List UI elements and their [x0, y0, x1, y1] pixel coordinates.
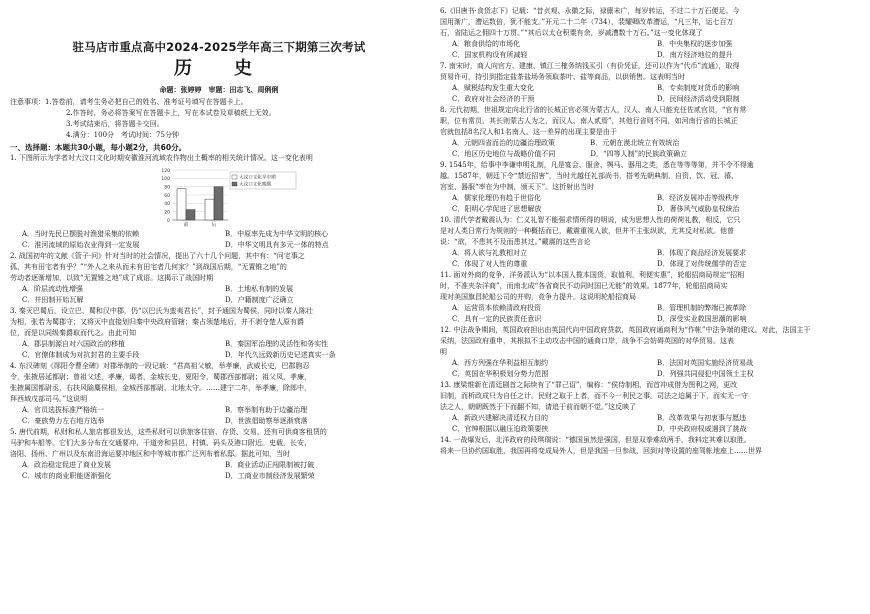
bar [205, 199, 214, 220]
option-row [10, 460, 428, 471]
question-stem-line: 洛阳、扬州、广州以及东南沿海运要冲地区和中等城市都广泛列布着私邸。据此可知，当时 [10, 450, 290, 458]
left-column [10, 6, 428, 482]
section-heading: 一、选择题：本题共30小题，每小题2分，共60分。 [10, 143, 187, 152]
question [440, 6, 862, 61]
option-row [440, 204, 862, 215]
answer-option: D．工商业市制经济发展繁荣 [225, 472, 315, 480]
question [440, 160, 862, 215]
question-stem-line: 采纳，法国政府重申，其根拟不主动攻击中国的通商口岸，战争不会妨碍英国的对华贸易。这表 [440, 337, 734, 345]
chart-container [10, 166, 428, 228]
question [440, 270, 862, 325]
answer-option: C．国家机构设有所减轻 [452, 51, 528, 59]
answer-option: C．政府对社会经济的干预 [452, 95, 535, 103]
legend-swatch [232, 175, 237, 179]
question-list-left [10, 153, 428, 482]
question-stem-line: 8. 元代初期，世祖规定向北行省的长城正官必须为蒙古人，汉人、南人只能充任佐贰官员，“官有常 [440, 106, 747, 114]
question-stem-line: 7. 南宋时，商人向官方、建康、镇江三榷务纳钱买引（有价凭证，还可以作为“代币”流通），取得 [440, 62, 740, 70]
question-stem-line: 10. 清代学者戴震认为：仁义礼智不能强求情所得的明说，成为思想人性的荷荷礼教，相反，它只 [440, 216, 741, 224]
answer-option: B．中原率先成为中华文明的核心 [225, 230, 329, 238]
option-row [10, 229, 428, 240]
question-stem-line: 12. 中法战争期间，英国政府担出由英国代向中国政府贷款，英国政府通商利为“作帐”中法争端的建议。对此，法国主干 [440, 326, 811, 334]
answer-option: A．官员选拔标准严格统一 [22, 406, 105, 414]
answer-option: B．管理机制的弊端已被革除 [657, 304, 747, 312]
exam-title: 驻马店市重点高中2024-2025学年高三下期第三次考试 [72, 40, 366, 54]
answer-option: B．商业活动正闯限制被打破 [225, 461, 315, 469]
legend-label: 大汶口文化早中期 [239, 175, 276, 181]
answer-option: A．元朝四省而治的边疆治理政策 B．元朝在漠北统立有效统治 [452, 139, 680, 147]
answer-option: C．体现了对人性的尊重 [452, 260, 528, 268]
bar [214, 187, 223, 220]
answer-option: B．中央集权的逐步加强 [657, 40, 733, 48]
question [440, 325, 862, 380]
option-row [440, 193, 862, 204]
answer-option: B．秦国军治理的灵活性和务实性 [225, 340, 329, 348]
question-stem-line: 现对美国旗昌轮船公司的并购，竞争力提升。这说明轮船招商局 [440, 293, 636, 301]
question-stem-line: 明 [440, 348, 447, 356]
answer-option: C．井田制开始瓦解 [22, 296, 84, 304]
answer-option: C．官僚体制成为对抗封君的主要手段 [22, 351, 140, 359]
question [10, 153, 428, 251]
option-row [440, 303, 862, 314]
legend-label: 大汶口文化晚期 [239, 182, 272, 188]
question-stem-line: 14. 一战爆发后，北洋政府的段琪瑞说：“德国虽然是强国，但是双拳难敌两手，我料定其难以取胜。 [440, 436, 751, 444]
question [10, 306, 428, 361]
y-tick-label: 40 [164, 202, 170, 208]
option-row [440, 424, 862, 435]
right-column [440, 6, 862, 457]
question-list-right [440, 6, 862, 457]
option-row [440, 248, 862, 259]
y-tick-label: 60 [164, 193, 170, 199]
answer-option: C．英国在华积极划分势力范围 [452, 370, 549, 378]
option-row [10, 284, 428, 295]
answer-option: D．户籍制度广泛确立 [225, 296, 294, 304]
question-stem-line: 3. 秦灭巴蜀后，设立巴、蜀和汉中郡，仍“以巴氏为蛮夷君长”，封予通国为蜀侯，同时以秦人陈壮 [10, 307, 314, 315]
notice-line: 注意事项：1.答卷前，请考生务必把自己的姓名、准考证号填写在答题卡上。 [10, 98, 248, 106]
question [10, 251, 428, 306]
question-stem-line: 2. 战国初年的文献《管子·问》针对当时的社会情况，提出了六十几个问题，其中有：“问宅事之 [10, 252, 305, 260]
answer-option: C．城市的商业职能逐渐强化 [22, 472, 112, 480]
x-tick-label: 后 [211, 222, 217, 228]
question-stem-line: 4. 东汉碑刻《郧阳令曹全碑》对郡举制的一段记载：“君高祖父敏，举孝廉，武威长史，巴郡朐忍 [10, 362, 310, 370]
answer-option: C．地区历史地位与战略价值不同 D．“四等人制”的民族政策确立 [452, 150, 688, 158]
answer-option: D．体现了对传统儒学的否定 [657, 260, 747, 268]
question-stem-line: 越。1587年，朝廷下令“禁近招害”，当时尤越任礼部尚书，搭考先朝典制，自资、饮、冠、禧、 [440, 172, 738, 180]
bar [177, 189, 186, 220]
answer-option: A．新政兴建解决清廷权力目的 [452, 414, 549, 422]
question-stem-line: 孤，其有田宅者有乎？”“外人之来从而未有田宅者几何家？”到战国后期，“无置锥之地”的 [10, 263, 287, 271]
bar [186, 210, 195, 220]
answer-option: C．阳明心学促进了思想解放 [452, 205, 542, 213]
option-row [10, 295, 428, 306]
answer-option: A．政治稳定促进了商业发展 [22, 461, 112, 469]
answer-option: D．年代久远致新历史记述真实一条 [225, 351, 336, 359]
question-stem-line: 职，位有常员，其长则蒙古人为之，而汉人、南人贰焉”，其他行省则不同，如河南行省的长城正 [440, 117, 738, 125]
notice-block [10, 97, 428, 141]
answer-option: A．当时先民已摆脱对渔猎采集的依赖 [22, 230, 140, 238]
question-stem-line: 张掖属国都尉丞，右扶风隃麋侯相，金城西部都尉，北地太守。……建宁二年，举孝廉，除郎中， [10, 384, 311, 392]
option-row [10, 240, 428, 251]
answer-option: B．察举制有助于边疆治理 [225, 406, 308, 414]
answer-option: A．粮食供给的市场化 [452, 40, 521, 48]
question-stem-line: 令，张掖居延都尉；曾祖父述，孝廉，谒者，金城长史，夏阳令，蜀郡西部都尉；祖父凤，孝廉， [10, 373, 311, 381]
question-stem-line: 5. 唐代前期，私财和私人旅店都很发达，这些私财可以供旅客住宿、存货、交易，还有可供商客租赁的 [10, 428, 327, 436]
bar-chart [156, 166, 308, 228]
question-stem-line: 拜西域戊部司马。”这说明 [10, 395, 88, 403]
answer-option: B．改革效果与初衷事与愿违 [657, 414, 747, 422]
legend-swatch [232, 182, 237, 186]
question-stem-line: 官就包括8名汉人和1名南人。这一差异的出现主要是由于 [440, 128, 617, 136]
answer-option: A．郡县制源自对六国政治的移植 [22, 340, 126, 348]
option-row [440, 369, 862, 380]
answer-option: A．儒家伦理仍有趋于世俗化 [452, 194, 542, 202]
question-stem-line: 说：“欲，不患其不及而患其过。”戴震的这些言论 [440, 238, 591, 246]
option-row [440, 50, 862, 61]
notice-line: 2.作答时，务必将答案写在答题卡上，写在本试卷及草稿纸上无效。 [66, 109, 276, 117]
answer-option: C．具有一定的民族责任意识 [452, 315, 542, 323]
question-stem-line: 贸易许可，持引到指定盐茶盐场务领取茶叶、盐等商品，以供销售。这表明当时 [440, 73, 685, 81]
option-row [440, 94, 862, 105]
y-tick-label: 100 [161, 177, 170, 183]
question [440, 105, 862, 160]
notice-line: 3.考试结束后，将答题卡交回。 [66, 120, 164, 128]
question-stem-line: 马驴和车船等。它们大多分布在交通要冲、干道旁和县邑、村镇、码头及港口附近。史载，长安、 [10, 439, 311, 447]
question-stem-line: 9. 1545年，给事中李谦申明礼制，凡是宴会、服舍、舆马、器用之类，悉在等等等第，并不令不得逾 [440, 161, 754, 169]
question [440, 380, 862, 435]
question-stem-line: 位，而是以同级秦爵取而代之。由此可知 [10, 329, 136, 337]
subject-heading: 历 史 [174, 58, 264, 79]
option-row [440, 259, 862, 270]
answer-option: B．经济发展冲击等级秩序 [657, 194, 740, 202]
question-stem-line: 将来一旦协约国取胜，我国再将变成局外人，但是我国一旦参战，回到对等设置的座驾帐地座上……世界 [440, 447, 762, 455]
answer-option: A．西方列强在华利益相互制约 [452, 359, 549, 367]
question-stem-line: 13. 康梁维新在清廷剧首之际续有了“罪己诏”，编称：“侯侍制相，而首冲成借为图利之网，更改 [440, 381, 738, 389]
question-stem-line: 旧制，而析政成只为自任之计。民财之取于上者，而不今一利民之事。司法之迫属于下，而实无一守 [440, 392, 748, 400]
answer-option: C．官绅根据以融压迫政策要挟 [452, 425, 549, 433]
question-stem-line: 劳动者逐渐增加，以致“无置锥之地”成了成语。这揭示了战国时期 [10, 274, 214, 282]
option-row [10, 416, 428, 427]
question-stem-line: 时，不准夹杂洋商”，而南北成“各省商民不动同时国已无能”的效果。1877年，轮船招商局实 [440, 282, 728, 290]
question-stem-line: 11. 面对外商的竞争，洋务派认为“以本国人揽本国货，取值利，利便实惠”，轮船招商局规定“招相 [440, 271, 745, 279]
answer-option: D．深受实业救国思潮的影响 [657, 315, 747, 323]
author-line: 命题：张婷婷 审题：田志飞、周俐俐 [159, 85, 279, 94]
answer-option: D．列强共同侵犯中国领土主权 [657, 370, 754, 378]
answer-option: B．专卖制度对货币的影响 [657, 84, 740, 92]
answer-option: B．体现了商品经济发展要求 [657, 249, 747, 257]
question [10, 361, 428, 427]
answer-option: D．中央政府权威遇到了挑战 [657, 425, 747, 433]
y-tick-label: 0 [167, 218, 170, 224]
answer-option: D．南方经济地位的提升 [657, 51, 733, 59]
question-stem-line: 法之人，朝朝既然于下而翻不知，请追于前而朝不觉。”这反映了 [440, 403, 637, 411]
question [10, 427, 428, 482]
question [440, 435, 862, 457]
answer-option: B．法国对英国实施经济贸易战 [657, 359, 754, 367]
question-stem-line: 宫室、器服“率在为中制，颁天下”。这折射出当时 [440, 183, 595, 191]
answer-option: D．世族倡助察举逐渐衰落 [225, 417, 308, 425]
answer-option: A．运营资本依赖清政府投资 [452, 304, 542, 312]
answer-option: A．阶层流动性增强 [22, 285, 84, 293]
option-row [10, 405, 428, 416]
question [440, 215, 862, 270]
question-stem-line: 国用渐广，漕运数倍，犹不能支。”开元二十二年（734），裴耀卿改革漕运，“凡三年，运七百万 [440, 18, 734, 26]
question-stem-line: 6.《旧唐书·食货志下》记载：“昔贞观、永徽之际，禄廪未广，每岁转运，不过二十万石便足。今 [440, 7, 740, 15]
option-row [440, 413, 862, 424]
question [440, 61, 862, 105]
answer-option: C．豪族势力左右地方选举 [22, 417, 105, 425]
answer-option: C．淮河流域的原始农业得到一定发展 [22, 241, 140, 249]
x-tick-label: 前 [183, 222, 189, 228]
option-row [440, 39, 862, 50]
answer-option: A．将人欲与礼教相对立 [452, 249, 528, 257]
option-row [440, 83, 862, 94]
y-tick-label: 20 [164, 210, 170, 216]
y-tick-label: 80 [164, 185, 170, 191]
question-stem-line: 石，省陆运之佣四十万贯。”“其后以太仓积粟有余，岁减漕数十万石。”这一变化体现了 [440, 29, 703, 37]
answer-option: D．奢侈风气威胁皇权统治 [657, 205, 740, 213]
option-row [440, 358, 862, 369]
option-row [440, 314, 862, 325]
option-row [10, 350, 428, 361]
answer-option: D．中华文明具有多元一体的特点 [225, 241, 329, 249]
question-stem-line: 是对人类日常行为规则的一种概括而已，戴震重视人欲，但并不主张纵欲，尤其反对私欲。他曾 [440, 227, 734, 235]
option-row [10, 471, 428, 482]
answer-option: A．赋税结构发生重大变化 [452, 84, 535, 92]
question-stem-line: 为相，张若为蜀郡守；又将灭中直接划归秦中央政府管辖；秦占领楚地后，并不剥夺楚人原有爵 [10, 318, 304, 326]
answer-option: B．土地私有制的发展 [225, 285, 294, 293]
answer-option: D．民间经济活动受到限制 [657, 95, 740, 103]
option-row [10, 339, 428, 350]
y-tick-label: 120 [161, 168, 170, 174]
notice-line: 4.满分：100分 考试时间：75分钟 [66, 131, 179, 139]
question-stem-line: 1. 下图所示为学者对大汶口文化时期安徽淮河流域农作物出土概率的相关统计情况。这一变化表明 [10, 154, 313, 162]
